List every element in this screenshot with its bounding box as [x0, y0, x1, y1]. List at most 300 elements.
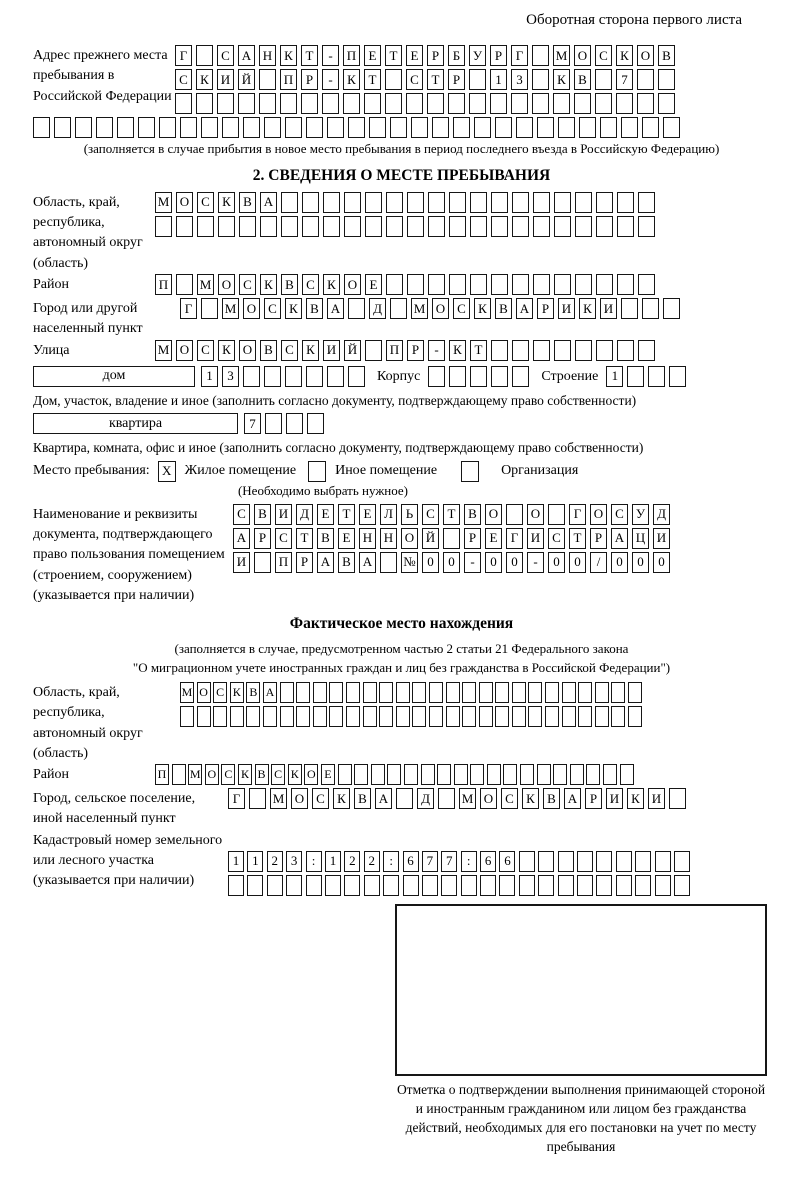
oblast3-field — [33, 682, 770, 764]
char-box — [449, 366, 466, 387]
checkbox-zhiloe: X — [158, 461, 176, 482]
char-box — [54, 117, 71, 138]
char-box — [201, 117, 218, 138]
char-box — [617, 192, 634, 213]
korpus-cells — [428, 366, 533, 387]
char-box: Д — [653, 504, 670, 525]
char-box — [344, 875, 360, 896]
char-box: И — [217, 69, 234, 90]
oblast-label: Область, край, республика, автономный округ (область) — [33, 194, 143, 271]
char-box — [577, 875, 593, 896]
char-box: Р — [490, 45, 507, 66]
char-box: Е — [321, 764, 335, 785]
char-box — [407, 216, 424, 237]
house-type-box: дом — [33, 366, 195, 387]
registration-mark-caption: Отметка о подтверждении выполнения принимающей стороной и иностранным гражданином или лицом без гражданства действий, необходимых для его постановки на учет по месту пребывания — [396, 1081, 766, 1155]
char-box — [363, 682, 377, 703]
char-box — [348, 366, 365, 387]
char-box — [491, 366, 508, 387]
char-box: Ц — [632, 528, 649, 549]
char-box: 1 — [201, 366, 218, 387]
char-box — [230, 706, 244, 727]
char-box — [33, 117, 50, 138]
char-box: О — [590, 504, 607, 525]
char-box — [296, 682, 310, 703]
char-box — [364, 93, 381, 114]
char-box — [603, 764, 617, 785]
char-box: - — [464, 552, 481, 573]
char-box — [443, 528, 460, 549]
section3-caption — [33, 640, 770, 678]
char-box: О — [344, 274, 361, 295]
char-box: О — [527, 504, 544, 525]
char-box — [449, 274, 466, 295]
char-box: 0 — [653, 552, 670, 573]
char-box — [578, 682, 592, 703]
char-box: К — [627, 788, 644, 809]
char-box: М — [411, 298, 428, 319]
document-label: Наименование и реквизиты документа, подтверждающего право пользования помещением (строением, сооружением) (указывается при наличии) — [33, 506, 225, 603]
char-box — [642, 298, 659, 319]
char-box — [346, 706, 360, 727]
char-box: С — [453, 298, 470, 319]
char-box — [596, 851, 612, 872]
char-box — [421, 764, 435, 785]
char-box — [669, 788, 686, 809]
char-box — [286, 413, 303, 434]
char-box: М — [180, 682, 194, 703]
char-box: В — [317, 528, 334, 549]
char-box: Е — [317, 504, 334, 525]
char-box — [286, 875, 302, 896]
char-box — [117, 117, 134, 138]
char-box — [637, 93, 654, 114]
char-box — [621, 117, 638, 138]
rayon-label: Район — [33, 277, 69, 293]
char-box — [663, 117, 680, 138]
char-box: П — [386, 340, 403, 361]
char-box — [422, 875, 438, 896]
char-box — [196, 93, 213, 114]
char-box — [511, 93, 528, 114]
char-box — [380, 552, 397, 573]
char-box — [553, 93, 570, 114]
apartment-caption: Квартира, комната, офис и иное (заполнить согласно документу, подтверждающему право собственности) — [33, 440, 644, 456]
document-row-3 — [233, 552, 770, 573]
char-box: Р — [585, 788, 602, 809]
char-box — [363, 706, 377, 727]
char-box — [379, 682, 393, 703]
char-box — [228, 875, 244, 896]
char-box — [412, 706, 426, 727]
char-box — [246, 706, 260, 727]
char-box — [495, 682, 509, 703]
char-box — [454, 764, 468, 785]
ulitsa-field — [33, 340, 770, 364]
house-caption: Дом, участок, владение и иное (заполнить согласно документу, подтверждающему право собственности) — [33, 392, 637, 408]
char-box — [448, 93, 465, 114]
registration-mark-area — [395, 904, 767, 1157]
char-box — [575, 192, 592, 213]
char-box — [658, 69, 675, 90]
char-box: В — [658, 45, 675, 66]
char-box — [528, 706, 542, 727]
char-box — [470, 366, 487, 387]
char-box — [437, 764, 451, 785]
char-box — [180, 117, 197, 138]
char-box: 3 — [222, 366, 239, 387]
char-box — [512, 682, 526, 703]
char-box — [301, 93, 318, 114]
char-box: Р — [590, 528, 607, 549]
place-type-note: (Необходимо выбрать нужное) — [237, 482, 409, 498]
char-box: П — [155, 764, 169, 785]
char-box — [470, 764, 484, 785]
char-box — [346, 682, 360, 703]
char-box — [396, 788, 413, 809]
gorod-field — [33, 298, 770, 340]
char-box — [621, 298, 638, 319]
char-box: 2 — [364, 851, 380, 872]
char-box: Т — [364, 69, 381, 90]
char-box: А — [611, 528, 628, 549]
char-box: К — [522, 788, 539, 809]
char-box: С — [213, 682, 227, 703]
char-box: О — [574, 45, 591, 66]
char-box — [267, 875, 283, 896]
char-box: С — [264, 298, 281, 319]
char-box: 0 — [443, 552, 460, 573]
char-box: О — [218, 274, 235, 295]
char-box — [429, 706, 443, 727]
char-box: О — [243, 298, 260, 319]
char-box: С — [197, 340, 214, 361]
apartment-type-box: квартира — [33, 413, 238, 434]
char-box — [249, 788, 266, 809]
rayon3-row — [155, 764, 770, 785]
char-box: 0 — [569, 552, 586, 573]
char-box: 0 — [611, 552, 628, 573]
char-box — [462, 706, 476, 727]
char-box — [512, 366, 529, 387]
char-box: К — [553, 69, 570, 90]
char-box: Й — [238, 69, 255, 90]
char-box — [499, 875, 515, 896]
korpus-label: Корпус — [377, 368, 421, 384]
char-box — [329, 706, 343, 727]
house-number-cells — [201, 366, 369, 387]
char-box — [532, 93, 549, 114]
char-box — [441, 875, 457, 896]
kadastr-field — [33, 830, 770, 899]
char-box — [155, 216, 172, 237]
prev-address-caption: (заполняется в случае прибытия в новое место пребывания в период последнего въезда в Российскую Федерацию) — [83, 141, 720, 156]
page-header: Оборотная сторона первого листа — [526, 12, 742, 28]
char-box: Н — [359, 528, 376, 549]
char-box — [533, 216, 550, 237]
char-box: 0 — [485, 552, 502, 573]
char-box — [364, 875, 380, 896]
char-box — [554, 192, 571, 213]
char-box: Т — [296, 528, 313, 549]
char-box — [428, 216, 445, 237]
char-box: С — [217, 45, 234, 66]
char-box: В — [246, 682, 260, 703]
char-box — [344, 192, 361, 213]
prev-address-label: Адрес прежнего места пребывания в Российской Федерации — [33, 48, 172, 104]
char-box — [338, 764, 352, 785]
apartment-cells — [244, 413, 328, 434]
char-box — [323, 192, 340, 213]
document-field — [33, 504, 770, 606]
char-box: И — [323, 340, 340, 361]
option-org-label: Организация — [501, 463, 579, 479]
char-box: О — [239, 340, 256, 361]
char-box — [616, 93, 633, 114]
char-box — [428, 192, 445, 213]
char-box: Р — [448, 69, 465, 90]
stroenie-cells — [606, 366, 690, 387]
char-box: Й — [422, 528, 439, 549]
char-box — [411, 117, 428, 138]
char-box — [537, 764, 551, 785]
char-box: К — [230, 682, 244, 703]
char-box — [213, 706, 227, 727]
char-box: С — [501, 788, 518, 809]
char-box: А — [516, 298, 533, 319]
char-box — [635, 875, 651, 896]
char-box — [577, 851, 593, 872]
char-box — [387, 764, 401, 785]
char-box — [635, 851, 651, 872]
char-box — [628, 682, 642, 703]
char-box — [532, 45, 549, 66]
char-box — [263, 706, 277, 727]
char-box: С — [595, 45, 612, 66]
char-box: О — [304, 764, 318, 785]
char-box: В — [254, 504, 271, 525]
char-box: Р — [254, 528, 271, 549]
char-box — [407, 192, 424, 213]
char-box — [574, 93, 591, 114]
char-box: 7 — [616, 69, 633, 90]
char-box: А — [327, 298, 344, 319]
char-box — [579, 117, 596, 138]
registration-mark-box — [395, 904, 767, 1076]
char-box: Т — [338, 504, 355, 525]
char-box — [506, 504, 523, 525]
char-box — [470, 274, 487, 295]
char-box: С — [271, 764, 285, 785]
char-box: И — [233, 552, 250, 573]
char-box — [638, 216, 655, 237]
char-box — [329, 682, 343, 703]
char-box — [371, 764, 385, 785]
char-box — [554, 216, 571, 237]
char-box — [247, 875, 263, 896]
char-box: Е — [485, 528, 502, 549]
char-box: 1 — [247, 851, 263, 872]
char-box: С — [422, 504, 439, 525]
char-box — [344, 216, 361, 237]
char-box — [503, 764, 517, 785]
char-box: Л — [380, 504, 397, 525]
char-box: М — [155, 192, 172, 213]
char-box: И — [527, 528, 544, 549]
char-box — [386, 216, 403, 237]
char-box: О — [637, 45, 654, 66]
char-box: П — [280, 69, 297, 90]
char-box — [538, 851, 554, 872]
char-box: С — [312, 788, 329, 809]
char-box — [313, 706, 327, 727]
char-box: Ь — [401, 504, 418, 525]
char-box: М — [188, 764, 202, 785]
char-box: Г — [180, 298, 197, 319]
char-box — [461, 875, 477, 896]
prev-address-row-2 — [175, 69, 770, 90]
char-box — [562, 682, 576, 703]
char-box: - — [428, 340, 445, 361]
char-box: Н — [259, 45, 276, 66]
char-box: А — [233, 528, 250, 549]
char-box — [512, 192, 529, 213]
char-box — [449, 192, 466, 213]
char-box — [655, 851, 671, 872]
char-box — [617, 216, 634, 237]
char-box — [428, 366, 445, 387]
char-box: С — [221, 764, 235, 785]
char-box: И — [648, 788, 665, 809]
option-inoe-label: Иное помещение — [335, 463, 438, 479]
char-box — [562, 706, 576, 727]
char-box: Т — [470, 340, 487, 361]
char-box — [75, 117, 92, 138]
prev-address-rows — [175, 45, 770, 117]
char-box — [196, 45, 213, 66]
char-box — [449, 216, 466, 237]
char-box — [595, 93, 612, 114]
char-box: С — [197, 192, 214, 213]
char-box: И — [606, 788, 623, 809]
char-box — [637, 69, 654, 90]
gorod3-row — [228, 788, 770, 809]
char-box — [96, 117, 113, 138]
char-box: Г — [511, 45, 528, 66]
char-box: 1 — [228, 851, 244, 872]
char-box — [175, 93, 192, 114]
char-box: К — [579, 298, 596, 319]
section2-title: 2. СВЕДЕНИЯ О МЕСТЕ ПРЕБЫВАНИЯ — [252, 166, 551, 184]
char-box — [470, 192, 487, 213]
char-box — [533, 340, 550, 361]
char-box — [432, 117, 449, 138]
char-box: П — [155, 274, 172, 295]
char-box — [638, 192, 655, 213]
char-box: О — [205, 764, 219, 785]
house-row — [33, 366, 770, 390]
char-box — [600, 117, 617, 138]
char-box: А — [564, 788, 581, 809]
char-box — [404, 764, 418, 785]
char-box — [528, 682, 542, 703]
char-box — [538, 875, 554, 896]
char-box: В — [338, 552, 355, 573]
place-type-row — [33, 461, 770, 482]
char-box — [596, 216, 613, 237]
char-box — [438, 788, 455, 809]
char-box: Е — [364, 45, 381, 66]
char-box — [217, 93, 234, 114]
char-box — [396, 706, 410, 727]
char-box — [446, 706, 460, 727]
char-box: А — [317, 552, 334, 573]
char-box: 0 — [422, 552, 439, 573]
rayon3-field — [33, 764, 770, 788]
char-box — [243, 117, 260, 138]
char-box — [306, 366, 323, 387]
char-box — [553, 764, 567, 785]
char-box — [281, 192, 298, 213]
char-box — [197, 216, 214, 237]
char-box: Д — [296, 504, 313, 525]
char-box: Р — [427, 45, 444, 66]
char-box — [520, 764, 534, 785]
char-box — [575, 274, 592, 295]
char-box — [307, 413, 324, 434]
char-box — [491, 216, 508, 237]
char-box — [658, 93, 675, 114]
char-box: В — [255, 764, 269, 785]
char-box: 0 — [632, 552, 649, 573]
char-box — [479, 706, 493, 727]
char-box — [570, 764, 584, 785]
gorod3-field — [33, 788, 770, 830]
char-box — [280, 93, 297, 114]
char-box: 1 — [325, 851, 341, 872]
char-box — [222, 117, 239, 138]
prev-address-field — [33, 45, 770, 117]
char-box: А — [263, 682, 277, 703]
ulitsa-row — [155, 340, 770, 361]
char-box — [396, 682, 410, 703]
char-box — [512, 274, 529, 295]
char-box: О — [176, 192, 193, 213]
char-box — [586, 764, 600, 785]
char-box — [596, 192, 613, 213]
gorod-label: Город или другой населенный пункт — [33, 301, 143, 337]
char-box — [611, 682, 625, 703]
char-box: К — [449, 340, 466, 361]
char-box: Д — [369, 298, 386, 319]
oblast-field — [33, 192, 770, 274]
char-box — [620, 764, 634, 785]
char-box: Е — [365, 274, 382, 295]
char-box — [365, 340, 382, 361]
char-box — [578, 706, 592, 727]
char-box — [259, 69, 276, 90]
char-box: В — [543, 788, 560, 809]
char-box — [265, 413, 282, 434]
char-box — [533, 274, 550, 295]
char-box — [512, 340, 529, 361]
char-box — [348, 117, 365, 138]
char-box — [354, 764, 368, 785]
char-box — [218, 216, 235, 237]
char-box: К — [474, 298, 491, 319]
kadastr-row-1 — [228, 851, 770, 872]
char-box — [596, 274, 613, 295]
